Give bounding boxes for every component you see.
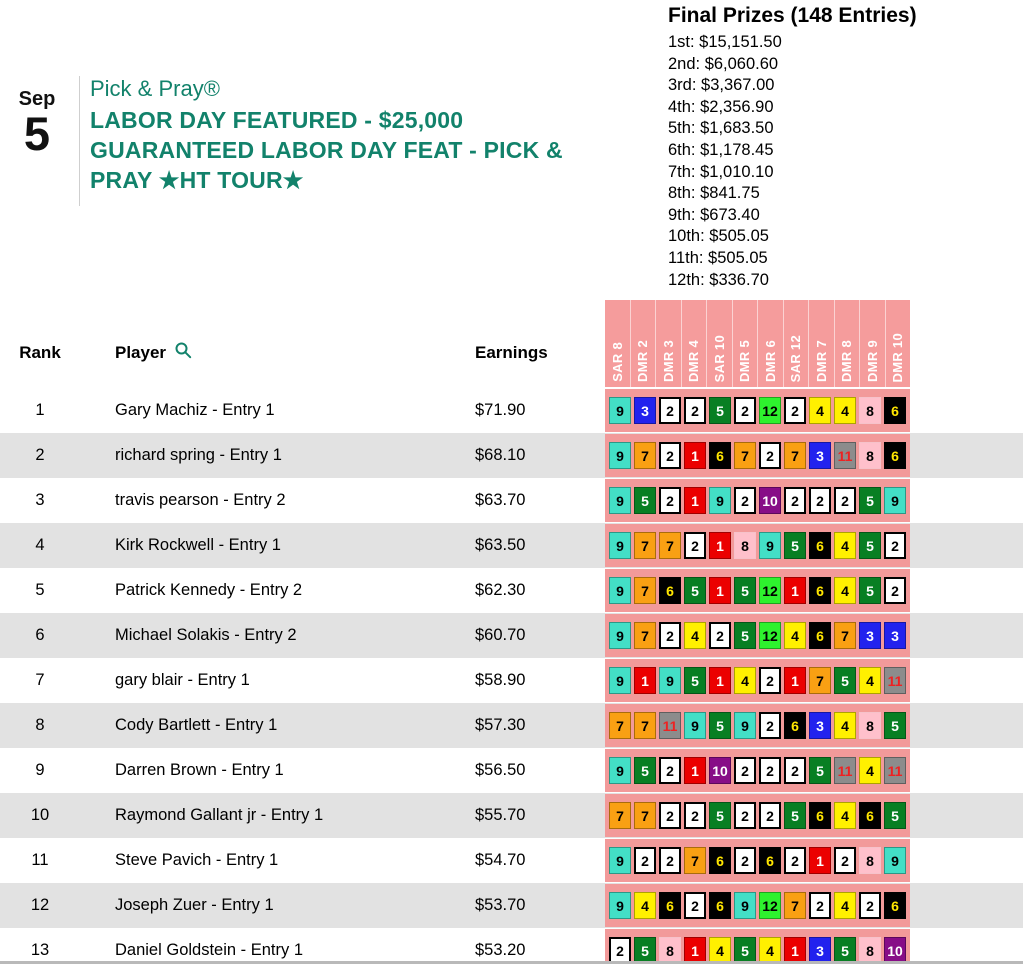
race-column-label: DMR 3 [660,340,676,382]
pick-cell: 9 [609,622,631,649]
pick-cell: 1 [784,937,806,964]
table-row [0,703,1023,748]
race-column-header[interactable] [808,300,834,387]
pick-cell: 7 [634,622,656,649]
table-row [0,838,1023,883]
row-picks-strip [605,389,910,432]
row-earnings: $62.30 [475,581,526,599]
prize-line: 10th: $505.05 [668,227,769,246]
leaderboard-header [0,340,605,366]
pick-cell: 2 [659,847,681,874]
pick-cell: 9 [609,577,631,604]
final-prizes-list [668,32,1018,291]
pick-cell: 9 [734,892,756,919]
race-column-header[interactable] [732,300,758,387]
pick-cell: 5 [634,757,656,784]
pick-cell: 5 [734,577,756,604]
pick-cell: 6 [709,847,731,874]
row-rank: 11 [31,851,49,869]
race-column-header[interactable] [605,300,630,387]
pick-cell: 12 [759,397,781,424]
pick-cell: 6 [659,892,681,919]
row-player-name[interactable]: Michael Solakis - Entry 2 [115,626,297,644]
event-subtitle: Pick & Pray® [90,76,220,101]
pick-cell: 9 [609,442,631,469]
pick-cell: 2 [884,532,906,559]
row-rank: 8 [35,716,45,734]
pick-cell: 2 [659,757,681,784]
row-picks-strip [605,524,910,567]
table-row [0,433,1023,478]
table-row [0,613,1023,658]
race-column-header[interactable] [885,300,911,387]
pick-cell: 7 [659,532,681,559]
row-earnings: $57.30 [475,716,526,734]
pick-cell: 3 [634,397,656,424]
pick-cell: 5 [734,622,756,649]
pick-cell: 8 [859,847,881,874]
table-row [0,523,1023,568]
pick-cell: 5 [809,757,831,784]
prize-line: 12th: $336.70 [668,270,769,289]
pick-cell: 9 [609,892,631,919]
pick-cell: 2 [659,442,681,469]
row-picks-strip [605,659,910,702]
event-title: LABOR DAY FEATURED - $25,000 GUARANTEED LABOR DAY FEAT - PICK & PRAY ★HT TOUR★ [90,107,563,193]
pick-cell: 7 [684,847,706,874]
pick-cell: 11 [834,757,856,784]
pick-cell: 5 [859,577,881,604]
pick-cell: 3 [859,622,881,649]
race-column-header[interactable] [681,300,707,387]
pick-cell: 2 [734,487,756,514]
row-earnings: $68.10 [475,446,526,464]
row-picks-strip [605,839,910,882]
event-date-day: 5 [23,107,51,160]
earnings-column-header: Earnings [475,343,548,362]
row-player-name[interactable]: gary blair - Entry 1 [115,671,250,689]
pick-cell: 2 [634,847,656,874]
pick-cell: 1 [634,667,656,694]
prize-line: 3rd: $3,367.00 [668,76,775,95]
final-prizes-panel [668,4,1018,291]
race-column-label: DMR 9 [864,340,880,382]
row-picks-strip [605,884,910,927]
pick-cell: 2 [759,667,781,694]
row-picks-strip [605,704,910,747]
row-earnings: $53.20 [475,941,526,959]
row-player-name[interactable]: Gary Machiz - Entry 1 [115,401,275,419]
row-rank: 4 [35,536,45,554]
pick-cell: 2 [734,757,756,784]
pick-cell: 5 [859,532,881,559]
pick-cell: 7 [809,667,831,694]
pick-cell: 5 [709,802,731,829]
row-player-name[interactable]: travis pearson - Entry 2 [115,491,286,509]
row-rank: 13 [30,941,50,959]
pick-cell: 2 [709,622,731,649]
pick-cell: 9 [609,847,631,874]
pick-cell: 6 [709,892,731,919]
pick-cell: 2 [759,442,781,469]
pick-cell: 1 [784,577,806,604]
pick-cell: 2 [784,847,806,874]
row-picks-strip [605,479,910,522]
pick-cell: 1 [684,487,706,514]
pick-cell: 8 [859,397,881,424]
pick-cell: 6 [809,802,831,829]
race-column-header[interactable] [834,300,860,387]
race-column-label: SAR 10 [711,334,727,382]
row-earnings: $56.50 [475,761,526,779]
pick-cell: 1 [809,847,831,874]
pick-cell: 7 [609,712,631,739]
race-column-label: DMR 10 [890,332,906,382]
pick-cell: 10 [759,487,781,514]
race-column-header[interactable] [859,300,885,387]
pick-cell: 2 [734,397,756,424]
row-picks-strip [605,794,910,837]
pick-cell: 4 [834,892,856,919]
pick-cell: 7 [634,577,656,604]
pick-cell: 2 [734,802,756,829]
table-row [0,883,1023,928]
pick-cell: 1 [784,667,806,694]
row-rank: 1 [35,401,45,419]
pick-cell: 9 [759,532,781,559]
race-column-label: DMR 2 [635,340,651,382]
pick-cell: 11 [884,667,906,694]
race-column-header[interactable] [630,300,656,387]
pick-cell: 2 [684,802,706,829]
race-column-label: DMR 8 [839,340,855,382]
pick-cell: 2 [659,397,681,424]
event-title-block [90,76,572,196]
row-earnings: $63.70 [475,491,526,509]
pick-cell: 2 [659,802,681,829]
row-earnings: $55.70 [475,806,526,824]
prize-line: 2nd: $6,060.60 [668,54,779,73]
row-picks-strip [605,569,910,612]
pick-cell: 8 [859,937,881,964]
races-header [605,300,910,387]
pick-cell: 8 [859,712,881,739]
pick-cell: 2 [759,712,781,739]
pick-cell: 2 [734,847,756,874]
row-rank: 12 [30,896,50,914]
final-prizes-title: Final Prizes (148 Entries) [668,4,917,27]
pick-cell: 9 [609,397,631,424]
pick-cell: 6 [809,577,831,604]
pick-cell: 4 [759,937,781,964]
pick-cell: 1 [684,442,706,469]
row-rank: 9 [35,761,45,779]
row-picks-strip [605,929,910,964]
prize-line: 11th: $505.05 [668,248,768,267]
pick-cell: 6 [884,442,906,469]
row-rank: 7 [35,671,45,689]
pick-cell: 7 [634,712,656,739]
pick-cell: 6 [659,577,681,604]
leaderboard-rows [0,388,1023,964]
pick-cell: 12 [759,577,781,604]
pick-cell: 10 [884,937,906,964]
pick-cell: 11 [659,712,681,739]
pick-cell: 11 [884,757,906,784]
pick-cell: 6 [759,847,781,874]
pick-cell: 4 [834,577,856,604]
pick-cell: 7 [784,442,806,469]
prize-line: 5th: $1,683.50 [668,119,774,138]
row-player-name[interactable]: Cody Bartlett - Entry 1 [115,716,278,734]
pick-cell: 6 [884,397,906,424]
pick-cell: 2 [784,487,806,514]
pick-cell: 2 [884,577,906,604]
row-player-name[interactable]: Darren Brown - Entry 1 [115,761,284,779]
pick-cell: 5 [684,577,706,604]
pick-cell: 1 [709,577,731,604]
pick-cell: 2 [784,397,806,424]
row-rank: 5 [35,581,45,599]
prize-line: 6th: $1,178.45 [668,140,774,159]
prize-line: 9th: $673.40 [668,205,760,224]
table-row [0,793,1023,838]
prize-line: 4th: $2,356.90 [668,97,774,116]
race-column-label: SAR 12 [788,334,804,382]
pick-cell: 2 [809,892,831,919]
pick-cell: 2 [759,757,781,784]
pick-cell: 2 [659,622,681,649]
pick-cell: 3 [809,712,831,739]
player-column-label: Player [115,343,167,362]
pick-cell: 7 [609,802,631,829]
row-player-name[interactable]: Steve Pavich - Entry 1 [115,851,279,869]
event-date-month: Sep [18,88,56,110]
race-column-header[interactable] [706,300,732,387]
row-player-name[interactable]: Raymond Gallant jr - Entry 1 [115,806,324,824]
pick-cell: 4 [809,397,831,424]
table-row [0,478,1023,523]
pick-cell: 4 [834,712,856,739]
rank-column-header: Rank [19,343,61,362]
row-earnings: $58.90 [475,671,526,689]
pick-cell: 7 [834,622,856,649]
search-icon[interactable] [175,342,192,364]
race-column-label: DMR 7 [813,340,829,382]
pick-cell: 12 [759,892,781,919]
pick-cell: 4 [834,802,856,829]
pick-cell: 5 [734,937,756,964]
row-earnings: $54.70 [475,851,526,869]
pick-cell: 7 [734,442,756,469]
pick-cell: 2 [609,937,631,964]
pick-cell: 8 [859,442,881,469]
pick-cell: 6 [809,532,831,559]
pick-cell: 2 [759,802,781,829]
player-column-header [115,342,475,364]
pick-cell: 4 [834,397,856,424]
pick-cell: 1 [709,667,731,694]
row-earnings: $53.70 [475,896,526,914]
pick-cell: 5 [834,667,856,694]
pick-cell: 2 [784,757,806,784]
pick-cell: 5 [634,937,656,964]
row-rank: 6 [35,626,45,644]
pick-cell: 4 [859,757,881,784]
pick-cell: 9 [884,847,906,874]
pick-cell: 5 [859,487,881,514]
race-column-header[interactable] [757,300,783,387]
pick-cell: 6 [809,622,831,649]
pick-cell: 5 [784,802,806,829]
pick-cell: 7 [634,802,656,829]
pick-cell: 5 [834,937,856,964]
pick-cell: 2 [659,487,681,514]
race-column-label: DMR 4 [686,340,702,382]
row-earnings: $60.70 [475,626,526,644]
table-row [0,388,1023,433]
row-player-name[interactable]: Joseph Zuer - Entry 1 [115,896,274,914]
pick-cell: 9 [709,487,731,514]
header-divider [79,76,80,206]
pick-cell: 5 [884,712,906,739]
race-column-label: SAR 8 [609,342,625,382]
pick-cell: 6 [784,712,806,739]
table-row [0,568,1023,613]
pick-cell: 1 [709,532,731,559]
table-row [0,658,1023,703]
pick-cell: 1 [684,757,706,784]
pick-cell: 9 [684,712,706,739]
row-player-name[interactable]: Kirk Rockwell - Entry 1 [115,536,281,554]
pick-cell: 3 [809,442,831,469]
pick-cell: 3 [809,937,831,964]
pick-cell: 8 [734,532,756,559]
row-rank: 3 [35,491,45,509]
table-row [0,928,1023,964]
row-player-name[interactable]: Patrick Kennedy - Entry 2 [115,581,303,599]
pick-cell: 5 [709,397,731,424]
prize-line: 1st: $15,151.50 [668,33,782,51]
pick-cell: 2 [834,487,856,514]
pick-cell: 4 [734,667,756,694]
pick-cell: 10 [709,757,731,784]
pick-cell: 4 [859,667,881,694]
pick-cell: 9 [659,667,681,694]
pick-cell: 4 [634,892,656,919]
pick-cell: 4 [834,532,856,559]
pick-cell: 5 [684,667,706,694]
pick-cell: 2 [834,847,856,874]
table-row [0,748,1023,793]
race-column-label: DMR 5 [737,340,753,382]
row-rank: 2 [35,446,45,464]
pick-cell: 12 [759,622,781,649]
pick-cell: 9 [734,712,756,739]
row-picks-strip [605,749,910,792]
pick-cell: 6 [859,802,881,829]
pick-cell: 9 [609,667,631,694]
pick-cell: 9 [609,757,631,784]
pick-cell: 8 [659,937,681,964]
pick-cell: 1 [684,937,706,964]
row-picks-strip [605,614,910,657]
event-date [8,88,66,158]
pick-cell: 2 [684,532,706,559]
pick-cell: 5 [884,802,906,829]
pick-cell: 2 [809,487,831,514]
row-player-name[interactable]: richard spring - Entry 1 [115,446,282,464]
pick-cell: 9 [884,487,906,514]
pick-cell: 5 [634,487,656,514]
pick-cell: 5 [784,532,806,559]
pick-cell: 4 [684,622,706,649]
race-column-label: DMR 6 [762,340,778,382]
row-player-name[interactable]: Daniel Goldstein - Entry 1 [115,941,304,959]
race-column-header[interactable] [783,300,809,387]
prize-line: 8th: $841.75 [668,184,760,203]
pick-cell: 9 [609,487,631,514]
pick-cell: 7 [634,442,656,469]
row-rank: 10 [30,806,50,824]
pick-cell: 3 [884,622,906,649]
pick-cell: 11 [834,442,856,469]
pick-cell: 4 [709,937,731,964]
pick-cell: 9 [609,532,631,559]
row-earnings: $63.50 [475,536,526,554]
pick-cell: 7 [634,532,656,559]
pick-cell: 6 [709,442,731,469]
pick-cell: 2 [684,892,706,919]
pick-cell: 7 [784,892,806,919]
pick-cell: 6 [884,892,906,919]
prize-line: 7th: $1,010.10 [668,162,774,181]
pick-cell: 5 [709,712,731,739]
pick-cell: 2 [684,397,706,424]
race-column-header[interactable] [655,300,681,387]
row-earnings: $71.90 [475,401,526,419]
pick-cell: 2 [859,892,881,919]
row-picks-strip [605,434,910,477]
pick-cell: 4 [784,622,806,649]
